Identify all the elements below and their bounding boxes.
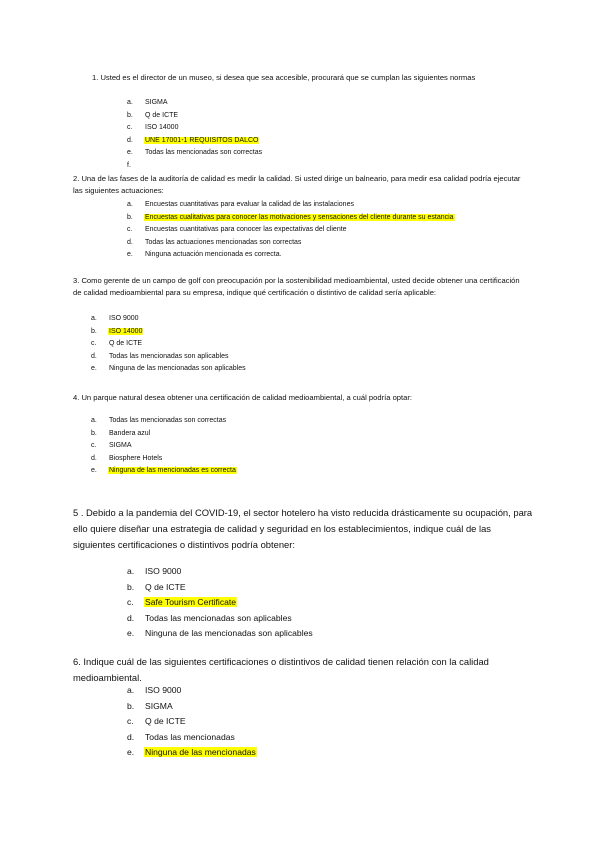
option-text: Todas las mencionadas son correctas bbox=[145, 149, 263, 156]
option: c. SIGMA bbox=[91, 442, 132, 449]
option: c. Q de ICTE bbox=[127, 716, 186, 726]
option-text: Ninguna actuación mencionada es correcta. bbox=[145, 251, 282, 258]
option: b. Bandera azul bbox=[91, 429, 151, 437]
question-6-options bbox=[127, 683, 257, 761]
option: c. Q de ICTE bbox=[91, 340, 143, 347]
option: d. Todas las mencionadas son aplicables bbox=[127, 612, 292, 623]
option: b. Q de ICTE bbox=[127, 111, 179, 119]
option: d. Todas las actuaciones mencionadas son correctas bbox=[127, 238, 302, 246]
option: a. ISO 9000 bbox=[127, 566, 182, 576]
question-3-text: 3. Como gerente de un campo de golf con preocupación por la sostenibilidad medioambiental, usted decide obtener una certificación de calidad medioambiental para su empresa, indique qué certificación o distintivo de calidad sería aplicable: bbox=[73, 276, 520, 297]
option-text: Q de ICTE bbox=[145, 581, 186, 592]
option: b. Q de ICTE bbox=[127, 581, 186, 592]
option-text: Q de ICTE bbox=[109, 340, 143, 347]
option: a. Encuestas cuantitativas para evaluar la calidad de las instalaciones bbox=[127, 201, 354, 208]
option-text-highlighted: Safe Tourism Certificate bbox=[145, 597, 237, 607]
option: e. Ninguna de las mencionadas es correcta bbox=[91, 467, 236, 474]
option: a. SIGMA bbox=[127, 99, 168, 106]
option: a. ISO 9000 bbox=[91, 315, 139, 322]
option: d. Biosphere Hotels bbox=[91, 454, 163, 462]
option-text: ISO 9000 bbox=[109, 315, 139, 322]
option-text: Q de ICTE bbox=[145, 111, 179, 119]
option-text-highlighted: UNE 17001-1 REQUISITOS DALCO bbox=[145, 136, 259, 144]
option-text: Todas las mencionadas son aplicables bbox=[109, 352, 229, 360]
option: f. bbox=[127, 161, 131, 169]
option-text: ISO 9000 bbox=[145, 685, 182, 695]
option: c. Encuestas cuantitativas para conocer las expectativas del cliente bbox=[127, 226, 347, 233]
option-text-highlighted: Ninguna de las mencionadas bbox=[145, 747, 256, 757]
option-text: Todas las actuaciones mencionadas son correctas bbox=[145, 238, 302, 246]
option: e. Todas las mencionadas son correctas bbox=[127, 149, 263, 156]
option-text: Todas las mencionadas bbox=[145, 731, 235, 742]
option-text: SIGMA bbox=[145, 99, 168, 106]
option: e. Ninguna actuación mencionada es correcta. bbox=[127, 251, 282, 258]
question-4-text: 4. Un parque natural desea obtener una certificación de calidad medioambiental, a cuál podría optar: bbox=[73, 393, 412, 402]
option-text: Ninguna de las mencionadas son aplicables bbox=[145, 628, 313, 638]
option-text: Todas las mencionadas son aplicables bbox=[145, 612, 292, 623]
option-text: Q de ICTE bbox=[145, 716, 186, 726]
option: d. UNE 17001-1 REQUISITOS DALCO bbox=[127, 136, 259, 144]
option: b. SIGMA bbox=[127, 700, 173, 711]
option: b. Encuestas cualitativas para conocer las motivaciones y sensaciones del cliente durante su estancia bbox=[127, 213, 454, 221]
option: a. ISO 9000 bbox=[127, 685, 182, 695]
option: a. Todas las mencionadas son correctas bbox=[91, 417, 227, 424]
question-6-text: 6. Indique cuál de las siguientes certificaciones o distintivos de calidad tienen relación con la calidad medioambiental. bbox=[73, 656, 489, 683]
option-text: Todas las mencionadas son correctas bbox=[109, 417, 227, 424]
option: e. Ninguna de las mencionadas bbox=[127, 747, 256, 757]
option-text: SIGMA bbox=[109, 442, 132, 449]
option-text: Ninguna de las mencionadas son aplicables bbox=[109, 365, 246, 372]
question-2-text: 2. Una de las fases de la auditoría de calidad es medir la calidad. Si usted dirige un balneario, para medir esa calidad podría ejecutar las siguientes actuaciones: bbox=[73, 174, 521, 195]
question-1-text: 1. Usted es el director de un museo, si desea que sea accesible, procurará que se cumplan las siguientes normas bbox=[92, 73, 476, 82]
option-text: Encuestas cuantitativas para evaluar la calidad de las instalaciones bbox=[145, 201, 354, 208]
option-text: ISO 14000 bbox=[145, 124, 179, 131]
option-text-highlighted: ISO 14000 bbox=[109, 327, 143, 335]
question-2-options bbox=[127, 199, 455, 262]
option-text-highlighted: Ninguna de las mencionadas es correcta bbox=[109, 467, 236, 474]
option-text-highlighted: Encuestas cualitativas para conocer las motivaciones y sensaciones del cliente durante su estancia bbox=[145, 213, 454, 221]
option: e. Ninguna de las mencionadas son aplicables bbox=[91, 365, 246, 372]
option-text: Encuestas cuantitativas para conocer las expectativas del cliente bbox=[145, 226, 347, 233]
question-3-options bbox=[91, 313, 246, 376]
question-1-options bbox=[127, 97, 262, 172]
option: b. ISO 14000 bbox=[91, 327, 143, 335]
option-text: Biosphere Hotels bbox=[109, 454, 163, 462]
option-text: SIGMA bbox=[145, 700, 173, 711]
option: d. Todas las mencionadas bbox=[127, 731, 235, 742]
option-text: ISO 9000 bbox=[145, 566, 182, 576]
option: e. Ninguna de las mencionadas son aplicables bbox=[127, 628, 313, 638]
question-5-text: 5 . Debido a la pandemia del COVID-19, el sector hotelero ha visto reducida drásticamente su ocupación, para ello quiere diseñar una estrategia de calidad y seguridad en los establecimientos, indique cuál de las siguientes certificaciones o distintivos podría obtener: bbox=[73, 507, 533, 550]
option-text: Bandera azul bbox=[109, 429, 151, 437]
option: d. Todas las mencionadas son aplicables bbox=[91, 352, 229, 360]
option: c. ISO 14000 bbox=[127, 124, 179, 131]
question-5-options bbox=[127, 564, 313, 642]
question-4-options bbox=[91, 415, 237, 478]
option: c. Safe Tourism Certificate bbox=[127, 597, 237, 607]
